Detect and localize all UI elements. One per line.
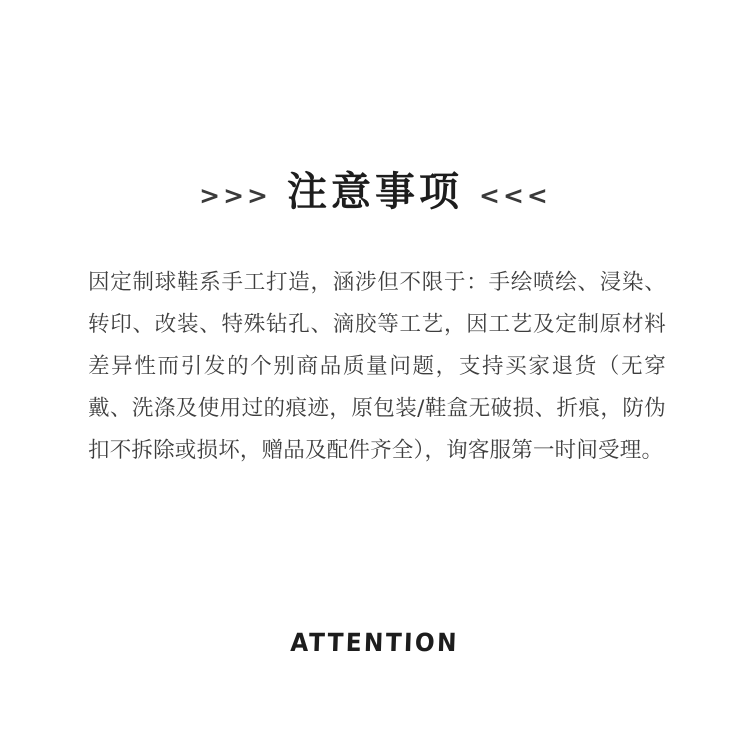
right-chevrons-icon: <<< bbox=[479, 180, 551, 210]
notice-paragraph: 因定制球鞋系手工打造，涵涉但不限于：手绘喷绘、浸染、转印、改装、特殊钻孔、滴胶等工艺，因工艺及定制原材料差异性而引发的个别商品质量问题，支持买家退货（无穿戴、洗涤及使用过的痕迹，原包装/鞋盒无破损、折痕，防伪扣不拆除或损坏，赠品及配件齐全），询客服第一时间受理。 bbox=[88, 270, 666, 463]
footer bbox=[0, 628, 750, 657]
page-title bbox=[0, 169, 750, 215]
page-title-text: 注意事项 bbox=[287, 169, 463, 215]
left-chevrons-icon: >>> bbox=[199, 180, 271, 210]
footer-wordmark: ATTENTION bbox=[290, 628, 460, 657]
